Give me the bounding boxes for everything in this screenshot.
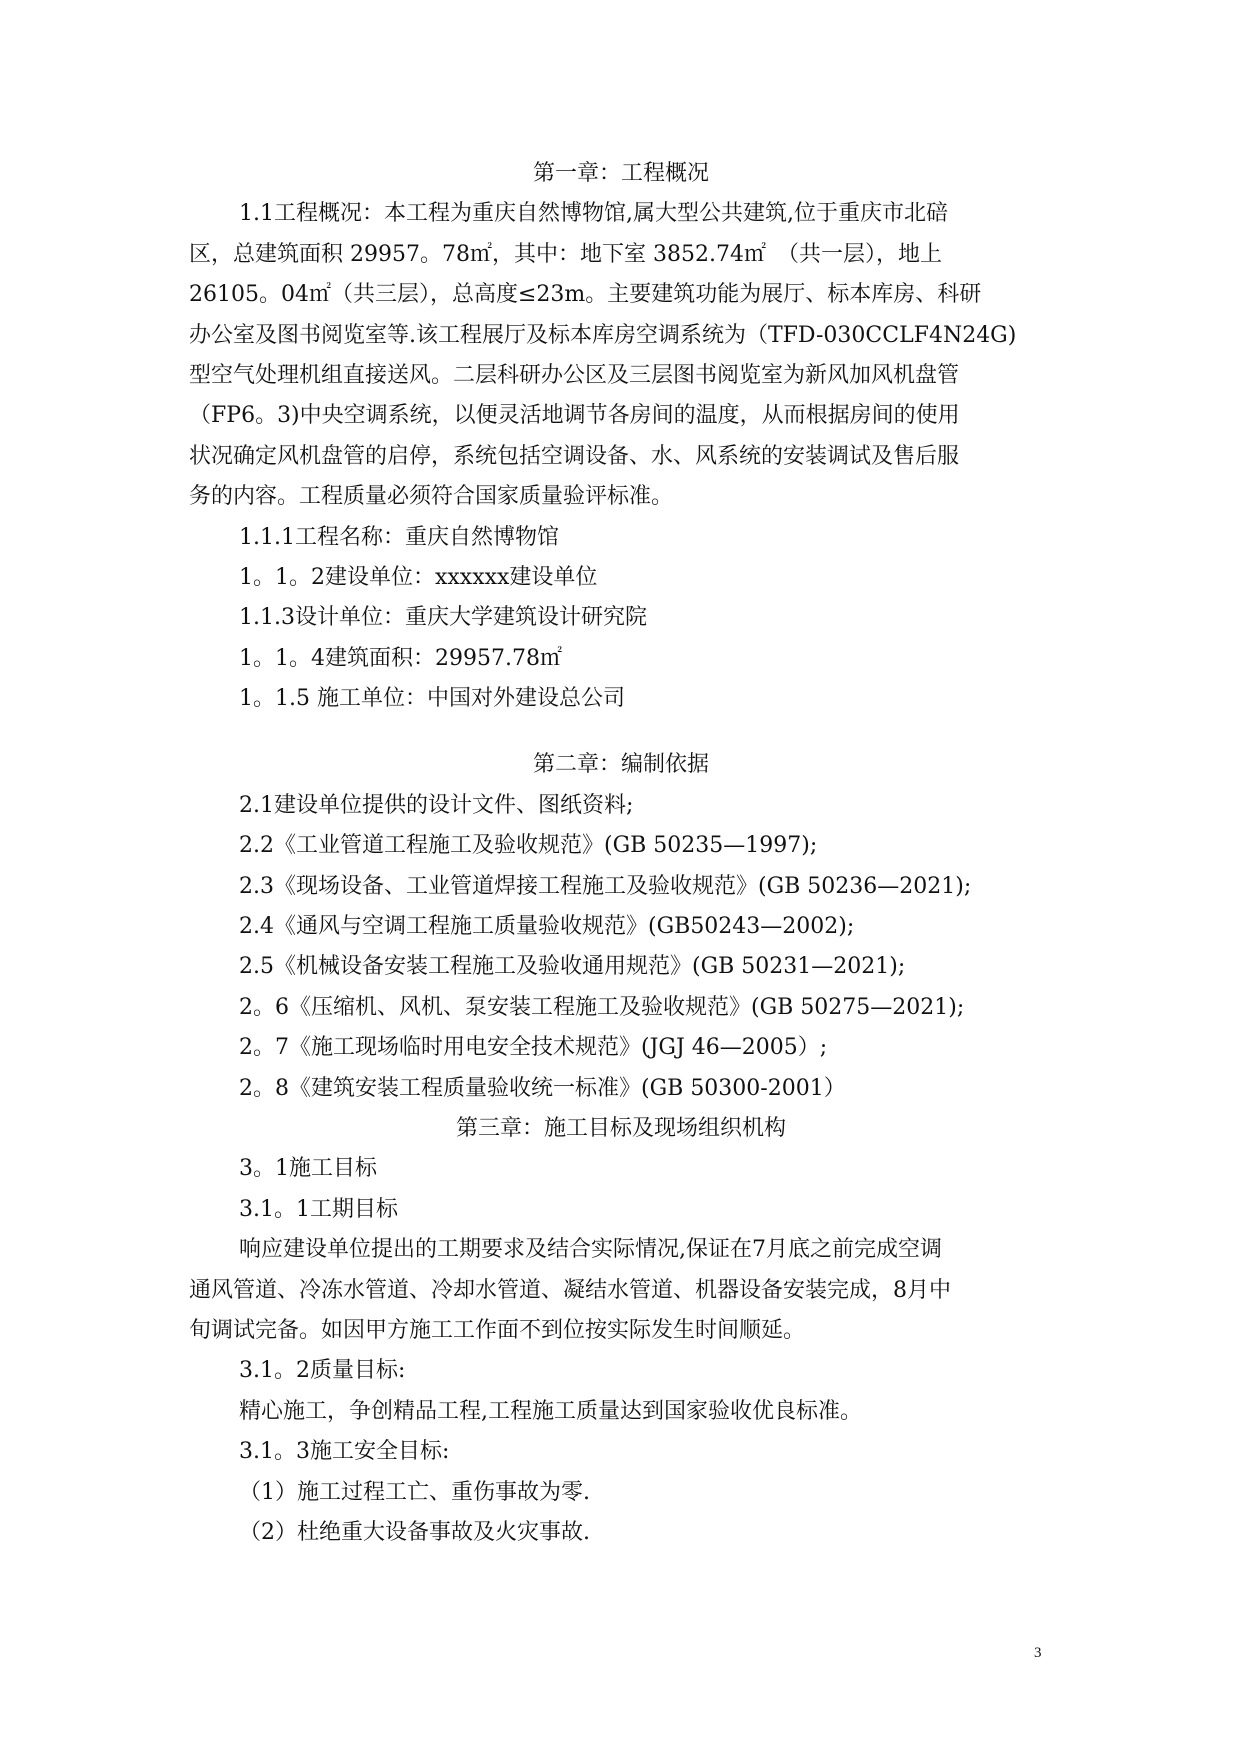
basis-item: 2.3《现场设备、工业管道焊接工程施工及验收规范》(GB 50236—2021); <box>239 873 972 899</box>
area-item: 1。1。4建筑面积：29957.78㎡ <box>239 645 562 671</box>
document-page <box>189 154 1053 1553</box>
chapter1-title: 第一章：工程概况 <box>532 161 709 186</box>
overview-line: 26105。04㎡（共三层），总高度≤23m。主要建筑功能为展厅、标本库房、科研 <box>189 282 982 308</box>
quality-text: 精心施工，争创精品工程,工程施工质量达到国家验收优良标准。 <box>239 1398 862 1424</box>
basis-item: 2.2《工业管道工程施工及验收规范》(GB 50235—1997); <box>239 833 818 859</box>
subsection-heading: 3.1。2质量目标: <box>239 1358 406 1384</box>
project-name-item: 1.1.1工程名称：重庆自然博物馆 <box>239 524 559 550</box>
designer-item: 1.1.3设计单位：重庆大学建筑设计研究院 <box>239 605 647 631</box>
schedule-line: 响应建设单位提出的工期要求及结合实际情况,保证在7月底之前完成空调 <box>239 1237 942 1263</box>
overview-line: （FP6。3)中央空调系统，以便灵活地调节各房间的温度，从而根据房间的使用 <box>189 403 960 429</box>
overview-line: 办公室及图书阅览室等.该工程展厅及标本库房空调系统为（TFD-030CCLF4N24G) <box>189 322 1017 348</box>
basis-item: 2。6《压缩机、风机、泵安装工程施工及验收规范》(GB 50275—2021); <box>239 994 965 1020</box>
basis-item: 2.5《机械设备安装工程施工及验收通用规范》(GB 50231—2021); <box>239 954 906 980</box>
client-item: 1。1。2建设单位：xxxxxx建设单位 <box>239 564 598 590</box>
basis-item: 2.4《通风与空调工程施工质量验收规范》(GB50243—2002); <box>239 914 855 940</box>
basis-item: 2。8《建筑安装工程质量验收统一标准》(GB 50300-2001） <box>239 1075 846 1101</box>
section-heading: 3。1施工目标 <box>239 1156 377 1182</box>
basis-item: 2。7《施工现场临时用电安全技术规范》(JGJ 46—2005）; <box>239 1035 828 1061</box>
safety-item: （1）施工过程工亡、重伤事故为零. <box>239 1479 590 1505</box>
overview-line: 型空气处理机组直接送风。二层科研办公区及三层图书阅览室为新风加风机盘管 <box>189 362 960 388</box>
subsection-heading: 3.1。1工期目标 <box>239 1196 398 1222</box>
contractor-item: 1。1.5 施工单位：中国对外建设总公司 <box>239 686 625 712</box>
basis-item: 2.1建设单位提供的设计文件、图纸资料; <box>239 792 634 818</box>
spacer <box>189 719 1053 745</box>
subsection-heading: 3.1。3施工安全目标: <box>239 1439 450 1465</box>
schedule-line: 通风管道、冷冻水管道、冷却水管道、凝结水管道、机器设备安装完成，8月中 <box>189 1277 951 1303</box>
overview-line: 务的内容。工程质量必须符合国家质量验评标准。 <box>189 484 674 510</box>
chapter3-title: 第三章：施工目标及现场组织机构 <box>455 1115 786 1141</box>
chapter2-title: 第二章：编制依据 <box>532 752 709 778</box>
page-number: 3 <box>1034 1645 1042 1661</box>
safety-item: （2）杜绝重大设备事故及火灾事故. <box>239 1519 590 1545</box>
overview-line: 状况确定风机盘管的启停，系统包括空调设备、水、风系统的安装调试及售后服 <box>189 443 960 469</box>
schedule-paragraph <box>189 1230 1053 1351</box>
overview-paragraph <box>189 194 1053 517</box>
overview-line: 1.1工程概况：本工程为重庆自然博物馆,属大型公共建筑,位于重庆市北碚 <box>239 201 948 227</box>
overview-line: 区，总建筑面积 29957。78㎡，其中：地下室 3852.74㎡ （共一层），地上 <box>189 241 942 267</box>
schedule-line: 旬调试完备。如因甲方施工工作面不到位按实际发生时间顺延。 <box>189 1317 806 1343</box>
